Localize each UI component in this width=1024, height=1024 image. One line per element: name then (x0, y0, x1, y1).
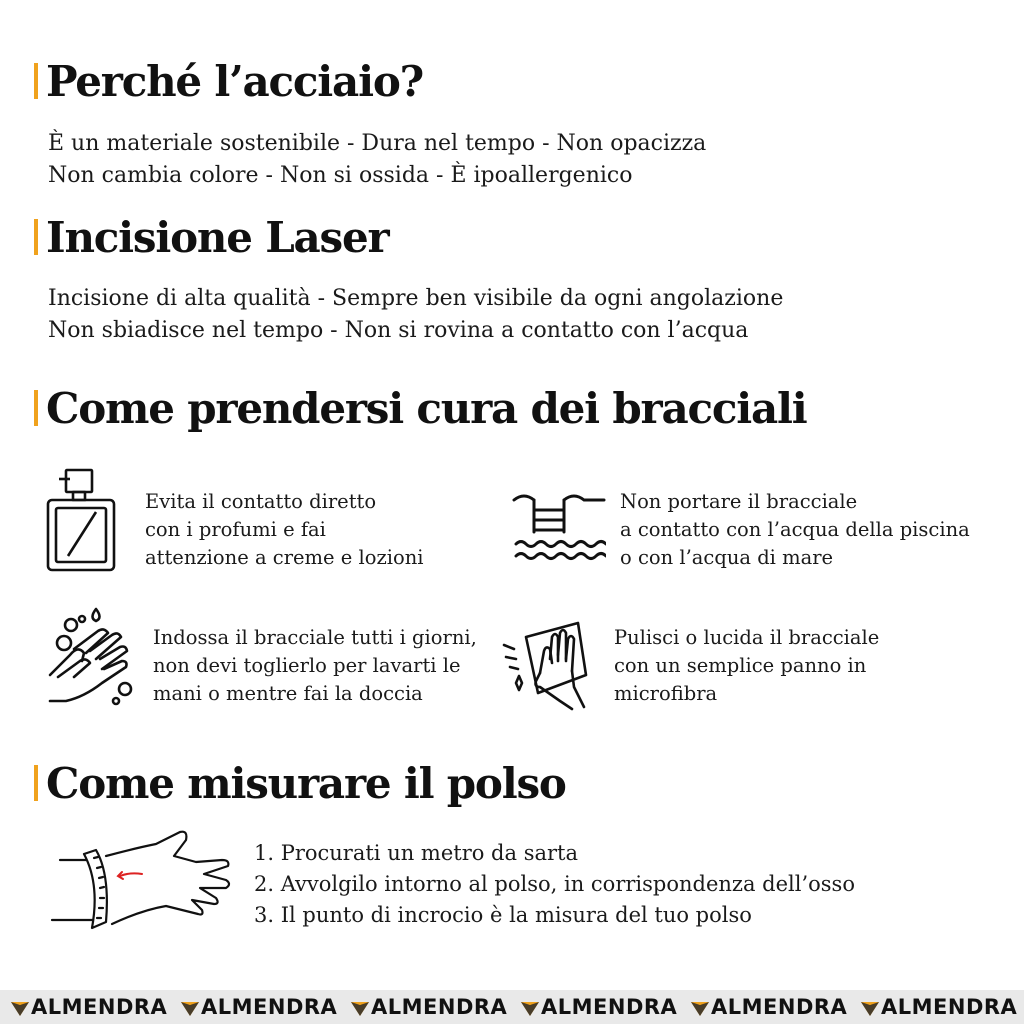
brand-name: ALMENDRA (541, 995, 678, 1019)
almendra-diamond-logo-icon (10, 997, 30, 1017)
wrist-measuring-tape-icon (46, 828, 242, 936)
care-tip-clean (614, 624, 879, 708)
perfume-bottle-icon (44, 466, 118, 574)
care-tip-line: con un semplice panno in (614, 654, 867, 677)
brand-logo (10, 993, 167, 1021)
care-tip-line: non devi toglierlo per lavarti le (153, 654, 461, 677)
care-tip-line: a contatto con l’acqua della piscina (620, 518, 970, 541)
title-accent-bar (34, 63, 38, 99)
care-tip-line: con i profumi e fai (145, 518, 326, 541)
measure-step: 1. Procurati un metro da sarta (254, 841, 578, 865)
section-title-steel (34, 58, 423, 106)
laser-benefits (48, 283, 783, 347)
care-tip-line: attenzione a creme e lozioni (145, 546, 424, 569)
section-title-laser-text: Incisione Laser (46, 213, 389, 262)
laser-benefit-line: Incisione di alta qualità - Sempre ben visibile da ogni angolazione (48, 286, 784, 311)
section-title-care (34, 385, 807, 433)
cleaning-cloth-icon (500, 615, 604, 713)
swimming-pool-icon (512, 488, 606, 568)
brand-name: ALMENDRA (371, 995, 508, 1019)
almendra-diamond-logo-icon (690, 997, 710, 1017)
care-tip-pool (620, 488, 970, 572)
measure-step: 3. Il punto di incrocio è la misura del tuo polso (254, 903, 752, 927)
section-title-measure (34, 760, 566, 808)
brand-footer (0, 990, 1024, 1024)
brand-name: ALMENDRA (31, 995, 168, 1019)
brand-name: ALMENDRA (201, 995, 338, 1019)
care-tip-line: Evita il contatto diretto (145, 490, 377, 513)
care-tip-line: Non portare il bracciale (620, 490, 858, 513)
section-title-measure-text: Come misurare il polso (46, 759, 566, 808)
care-tip-line: o con l’acqua di mare (620, 546, 834, 569)
brand-logo (860, 993, 1017, 1021)
care-tip-line: microfibra (614, 682, 718, 705)
title-accent-bar (34, 390, 38, 426)
hand-washing-icon (44, 605, 136, 709)
brand-name: ALMENDRA (711, 995, 848, 1019)
almendra-diamond-logo-icon (520, 997, 540, 1017)
steel-benefits (48, 128, 706, 192)
care-tip-wear-daily (153, 624, 477, 708)
care-tip-line: Indossa il bracciale tutti i giorni, (153, 626, 477, 649)
brand-logo (690, 993, 847, 1021)
almendra-diamond-logo-icon (350, 997, 370, 1017)
brand-logo (180, 993, 337, 1021)
care-tip-line: mani o mentre fai la doccia (153, 682, 423, 705)
brand-logo (520, 993, 677, 1021)
title-accent-bar (34, 765, 38, 801)
brand-logo (350, 993, 507, 1021)
laser-benefit-line: Non sbiadisce nel tempo - Non si rovina a contatto con l’acqua (48, 318, 749, 343)
brand-name: ALMENDRA (881, 995, 1018, 1019)
steel-benefit-line: Non cambia colore - Non si ossida - È ipoallergenico (48, 163, 633, 188)
section-title-care-text: Come prendersi cura dei bracciali (46, 384, 807, 433)
measure-step: 2. Avvolgilo intorno al polso, in corrispondenza dell’osso (254, 872, 855, 896)
measure-steps (254, 838, 855, 931)
care-tip-perfume (145, 488, 424, 572)
title-accent-bar (34, 219, 38, 255)
steel-benefit-line: È un materiale sostenibile - Dura nel tempo - Non opacizza (48, 131, 707, 156)
almendra-diamond-logo-icon (180, 997, 200, 1017)
care-tip-line: Pulisci o lucida il bracciale (614, 626, 880, 649)
almendra-diamond-logo-icon (860, 997, 880, 1017)
section-title-laser (34, 214, 388, 262)
section-title-steel-text: Perché l’acciaio? (46, 57, 424, 106)
